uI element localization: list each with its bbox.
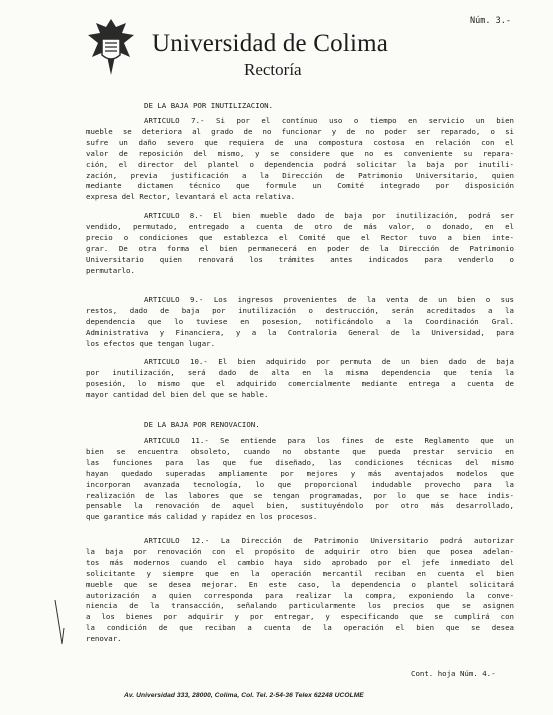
margin-pen-mark xyxy=(52,598,72,648)
article-line: ARTICULO 12.- La Dirección de Patrimonio Universitario podrá autorizar xyxy=(144,536,514,545)
article-line: precio o condiciones que establezca el Comité que el Rector tuvo a bien inte- xyxy=(86,232,514,242)
section-heading-renovacion: DE LA BAJA POR RENOVACION. xyxy=(144,420,260,429)
article-line: autorización a quien corresponda para realizar la compra, exponiendo la conve- xyxy=(86,590,514,600)
article-line: zación, previa justificación a la Dirección de Patrimonio Universitario, quien xyxy=(86,170,514,180)
article-line: grar. De otra forma el bien permanecerá en poder de la Dirección de Patrimonio xyxy=(86,243,514,253)
article-line: las funciones para las que fue diseñado, las condiciones técnicas del mismo xyxy=(86,457,514,467)
article-line: mueble que se desea mejorar. En este caso, la dependencia o plantel solicitará xyxy=(86,579,514,589)
article-line: tos más modernos cuando el cambio haya sido aprobado por el jefe inmediato del xyxy=(86,557,514,567)
article-line: la condición de que reciban a cuenta de la operación el bien que se desea xyxy=(86,623,514,633)
article-line: mueble se deteriora al grado de no funcionar y de no poder ser reparado, o si xyxy=(86,126,514,136)
article-line: restos, dado de baja por inutilización o destrucción, serán acreditados a la xyxy=(86,305,514,315)
article-line: sufre un daño severo que requiera de una compostura costosa en relación con el xyxy=(86,137,514,147)
article-line: que garantice más calidad y rapidez en los procesos. xyxy=(86,512,318,522)
article-line: Administrativa y Financiera, y a la Contraloría General de la Universidad, para xyxy=(86,327,514,337)
article-line: incorporan avanzada tecnología, lo que proporcional indudable provecho para la xyxy=(86,479,514,489)
article-line: permutarlo. xyxy=(86,265,135,275)
article-line: posesión, lo mismo que el adquirido comercialmente mediante entrega a cuenta de xyxy=(86,378,514,388)
article-line: a los bienes por adquirir y por entregar, y especificando que se cumplirá con xyxy=(86,612,514,622)
continuation-note: Cont. hoja Núm. 4.- xyxy=(411,669,496,678)
article-line: los efectos que tengan lugar. xyxy=(86,338,216,348)
article-10 xyxy=(86,357,514,401)
university-seal-logo xyxy=(86,17,136,77)
article-7 xyxy=(86,116,514,203)
article-line: expresa del Rector, levantará el acta relativa. xyxy=(86,192,296,202)
article-line: ción, el director del plantel o dependencia podrá solicitar la baja por inutili- xyxy=(86,159,514,169)
article-line: niencia de la transacción, señalando particularmente los precios que se asignen xyxy=(86,601,514,611)
institution-name: Universidad de Colima xyxy=(152,30,389,57)
article-line: valor de reposición del mismo, y se considere que no es conveniente su repara- xyxy=(86,148,514,158)
article-line: ARTICULO 11.- Se entiende para los fines de este Reglamento que un xyxy=(144,436,514,445)
article-line: la baja por renovación con el propósito de adquirir otro bien que posea adelan- xyxy=(86,546,514,556)
article-line: mediante dictamen técnico que formule un Comité integrado por disposición xyxy=(86,181,514,191)
article-line: Universitario quien renovará los trámites antes indicados para venderlo o xyxy=(86,254,514,264)
article-line: hayan quedado superadas ampliamente por mejores y más aventajados modelos que xyxy=(86,468,514,478)
article-line: dependencia que lo tuviese en posesion, notificándolo a la Coordinación Gral. xyxy=(86,316,514,326)
article-line: solicitante y siempre que en la operación mercantil reciban en cuenta el bien xyxy=(86,568,514,578)
page-number: Núm. 3.- xyxy=(470,16,511,26)
article-line: por inutilización, será dado de alta en la misma dependencia que tenía la xyxy=(86,367,514,377)
article-11 xyxy=(86,436,514,523)
article-line: ARTICULO 7.- Si por el contínuo uso o tiempo en servicio un bien xyxy=(144,116,514,125)
article-9 xyxy=(86,295,514,350)
article-line: mayor cantidad del bien del que se hable. xyxy=(86,389,269,399)
article-8 xyxy=(86,211,514,276)
article-line: pensable la renovación de aquel bien, sustituyéndolo por otro más desarrollado, xyxy=(86,501,514,511)
office-name: Rectoría xyxy=(244,60,302,79)
article-line: ARTICULO 8.- El bien mueble dado de baja por inutilización, podrá ser xyxy=(144,211,514,220)
article-line: ARTICULO 10.- El bien adquirido por permuta de un bien dado de baja xyxy=(144,357,514,366)
article-12 xyxy=(86,536,514,645)
article-line: vendido, permutado, entregado a cuenta de otro de más valor, o donado, en el xyxy=(86,221,514,231)
section-heading-inutilizacion: DE LA BAJA POR INUTILIZACION. xyxy=(144,101,274,110)
article-line: realización de las labores que se tengan programadas, por lo que se hace indis- xyxy=(86,490,514,500)
article-line: bien se encuentra obsoleto, cuando no obstante que pueda prestar servicio en xyxy=(86,446,514,456)
article-line: ARTICULO 9.- Los ingresos provenientes de la venta de un bien o sus xyxy=(144,295,514,304)
article-line: renovar. xyxy=(86,634,122,644)
letterhead-footer: Av. Universidad 333, 28000, Colima, Col. Tel. 2-54-36 Telex 62248 UCOLME xyxy=(124,692,364,699)
